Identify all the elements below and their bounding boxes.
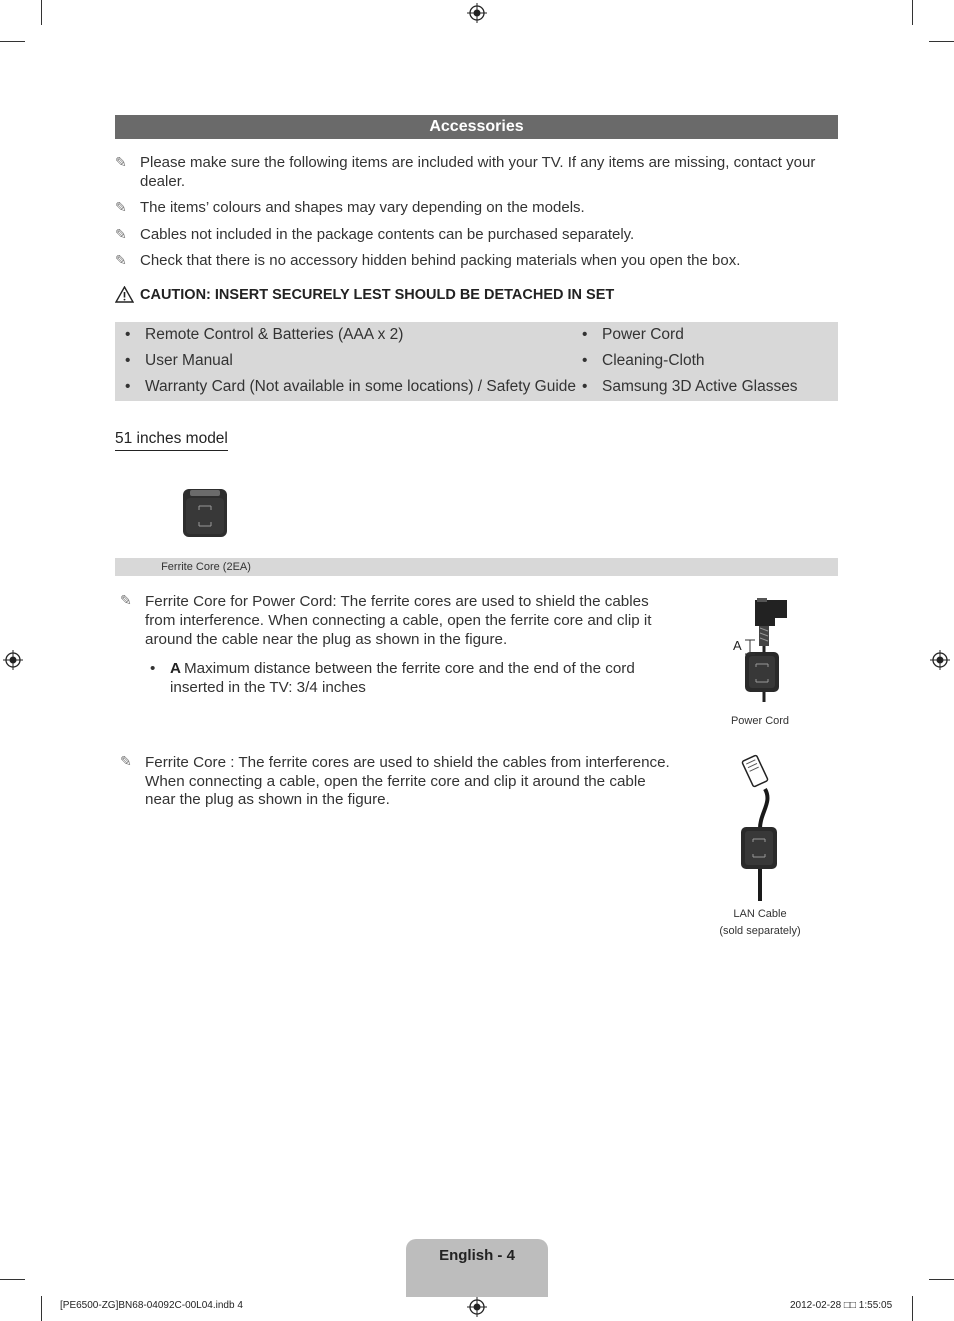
accessory-item: • Cleaning-Cloth	[582, 352, 705, 369]
bullet-dot: •	[150, 660, 156, 677]
note-text: dealer.	[140, 173, 186, 190]
caution-line	[115, 286, 614, 303]
pencil-note-icon: ✎	[120, 592, 132, 608]
note-text: The items’ colours and shapes may vary depending on the models.	[140, 199, 585, 216]
crop-mark	[912, 0, 913, 25]
lan-cable-caption: LAN Cable	[733, 908, 787, 920]
footer-file-info: [PE6500-ZG]BN68-04092C-00L04.indb 4	[60, 1300, 243, 1311]
warning-triangle-icon	[115, 286, 134, 303]
crop-mark	[912, 1296, 913, 1321]
power-cord-caption: Power Cord	[730, 715, 790, 727]
power-cord-label: A	[733, 638, 742, 653]
power-note-line: Ferrite Core for Power Cord: The ferrite cores are used to shield the cables	[145, 593, 649, 610]
power-cord-image	[735, 594, 795, 704]
accessory-item: • Samsung 3D Active Glasses	[582, 378, 798, 395]
lan-note-line: When connecting a cable, open the ferrite core and clip it around the cable	[145, 773, 646, 790]
pencil-note-icon: ✎	[115, 226, 127, 242]
note-text: Cables not included in the package contents can be purchased separately.	[140, 226, 635, 243]
caution-text: CAUTION: INSERT SECURELY LEST SHOULD BE DETACHED IN SET	[140, 286, 615, 303]
accessory-item: • User Manual	[125, 352, 233, 369]
lan-cable-caption: (sold separately)	[719, 925, 801, 937]
crop-mark	[0, 41, 25, 42]
note-text: Check that there is no accessory hidden behind packing materials when you open the box.	[140, 252, 741, 269]
note-item	[115, 153, 840, 172]
accessory-item: • Remote Control & Batteries (AAA x 2)	[125, 326, 404, 343]
ferrite-caption: Ferrite Core (2EA)	[161, 561, 251, 573]
model-title: 51 inches model	[115, 430, 228, 451]
bullet-text: Maximum distance between the ferrite core and the end of the cord	[184, 660, 635, 677]
page-number: English - 4	[439, 1247, 515, 1264]
crop-mark	[929, 1279, 954, 1280]
crop-mark	[929, 41, 954, 42]
bullet-text: inserted in the TV: 3/4 inches	[170, 679, 366, 696]
accessory-item: • Power Cord	[582, 326, 684, 343]
bullet-label: A	[170, 660, 181, 677]
crop-mark	[41, 0, 42, 25]
note-item	[115, 225, 840, 244]
pencil-note-icon: ✎	[115, 154, 127, 170]
power-note-line: around the cable near the plug as shown in the figure.	[145, 631, 508, 648]
registration-mark-icon	[3, 650, 23, 670]
section-title: Accessories	[115, 115, 838, 139]
lan-cable-image	[735, 753, 785, 903]
ferrite-core-image	[180, 486, 230, 540]
note-text: Please make sure the following items are included with your TV. If any items are missing, contact your	[140, 154, 816, 171]
footer-timestamp: 2012-02-28 □□ 1:55:05	[790, 1300, 893, 1311]
lan-note-line: near the plug as shown in the figure.	[145, 791, 390, 808]
crop-mark	[0, 1279, 25, 1280]
lan-note-line: Ferrite Core : The ferrite cores are used to shield the cables from interference.	[145, 754, 670, 771]
pencil-note-icon: ✎	[120, 753, 132, 769]
registration-mark-icon	[467, 1297, 487, 1317]
pencil-note-icon: ✎	[115, 199, 127, 215]
power-note-line: from interference. When connecting a cable, open the ferrite core and clip it	[145, 612, 652, 629]
registration-mark-icon	[467, 3, 487, 23]
crop-mark	[41, 1296, 42, 1321]
note-item	[115, 251, 840, 270]
registration-mark-icon	[930, 650, 950, 670]
pencil-note-icon: ✎	[115, 252, 127, 268]
page-number-tab	[406, 1239, 548, 1297]
note-item	[115, 198, 840, 217]
accessory-item: • Warranty Card (Not available in some locations) / Safety Guide	[125, 378, 577, 395]
note-continuation	[115, 172, 840, 191]
